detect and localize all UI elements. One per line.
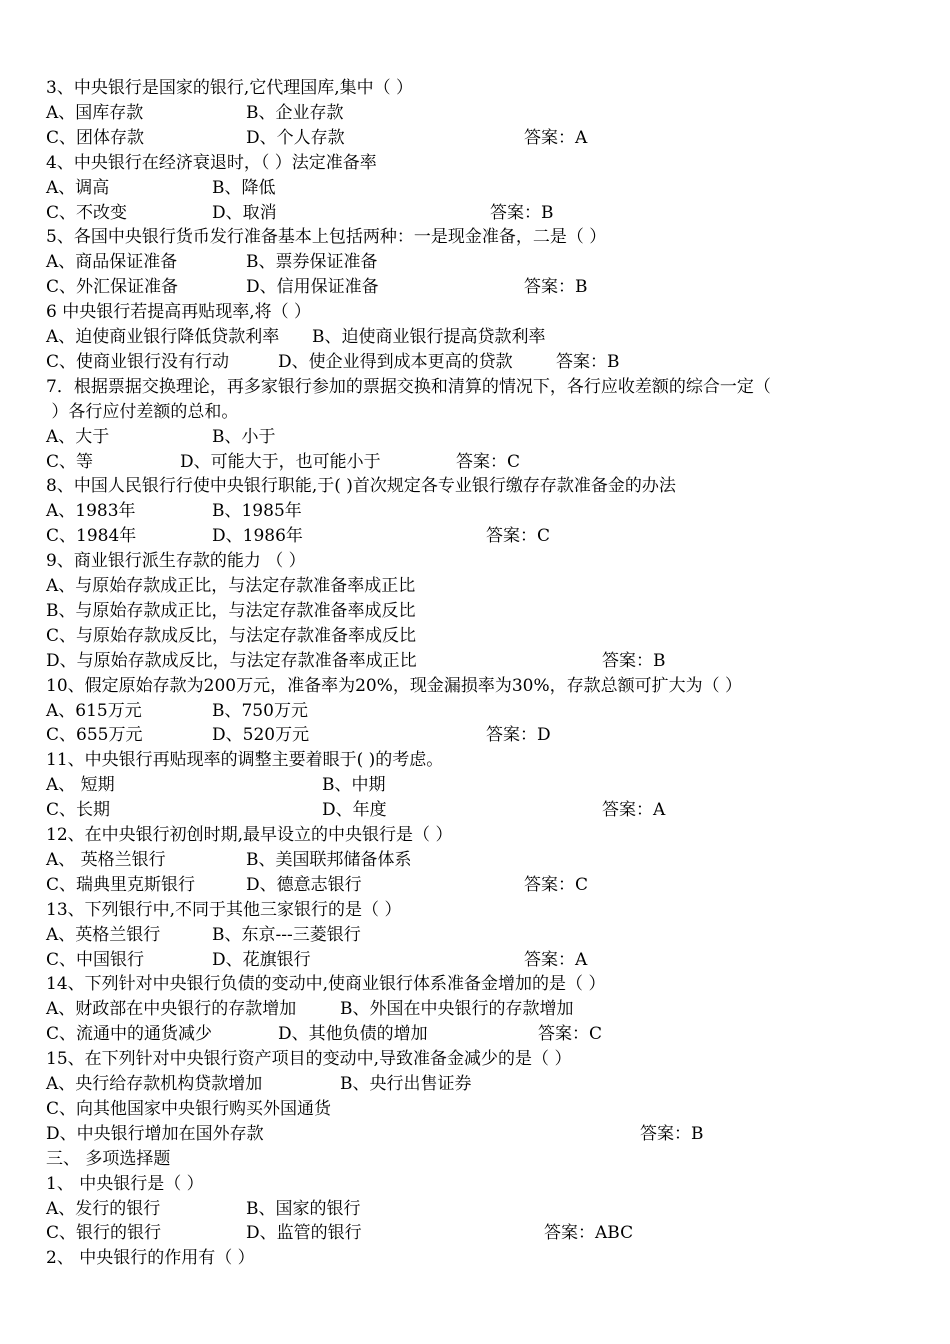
text-segment: D、个人存款 bbox=[246, 127, 345, 148]
text-segment: D、德意志银行 bbox=[246, 874, 362, 895]
text-segment: A、大于 bbox=[46, 426, 110, 447]
text-segment: D、花旗银行 bbox=[212, 949, 311, 970]
answer-text: 答案：A bbox=[524, 127, 588, 148]
text-segment: 3、中央银行是国家的银行,它代理国库,集中（ ） bbox=[46, 78, 414, 98]
text-segment: B、与原始存款成正比，与法定存款准备率成反比 bbox=[46, 600, 416, 621]
answer-text: 答案：C bbox=[524, 874, 589, 895]
text-segment: 11、中央银行再贴现率的调整主要着眼于( )的考虑。 bbox=[46, 750, 444, 771]
text-segment: B、美国联邦储备体系 bbox=[246, 849, 412, 870]
answer-text: 答案：C bbox=[486, 526, 551, 547]
text-segment: B、迫使商业银行提高贷款利率 bbox=[312, 327, 546, 347]
text-segment: 5、各国中央银行货币发行准备基本上包括两种：一是现金准备，二是（ ） bbox=[46, 227, 607, 248]
text-segment: 12、在中央银行初创时期,最早设立的中央银行是（ ） bbox=[46, 825, 453, 845]
answer-text: 答案：B bbox=[602, 650, 666, 671]
text-segment: C、团体存款 bbox=[46, 127, 145, 148]
text-segment: D、信用保证准备 bbox=[246, 277, 379, 298]
text-segment: D、可能大于，也可能小于 bbox=[180, 451, 381, 472]
text-segment: D、与原始存款成反比，与法定存款准备率成正比 bbox=[46, 650, 417, 671]
text-segment: D、取消 bbox=[212, 202, 277, 223]
text-segment: 9、商业银行派生存款的能力 （ ） bbox=[46, 551, 306, 572]
text-segment: B、企业存款 bbox=[246, 102, 344, 123]
answer-text: 答案：B bbox=[524, 277, 588, 298]
answer-text: 答案：D bbox=[486, 725, 551, 746]
text-segment: C、瑞典里克斯银行 bbox=[46, 874, 196, 895]
text-segment: A、迫使商业银行降低贷款利率 bbox=[46, 327, 280, 347]
text-segment: B、票券保证准备 bbox=[246, 252, 378, 273]
answer-text: 答案：B bbox=[556, 351, 620, 372]
answer-text: 答案：B bbox=[640, 1123, 704, 1144]
text-segment: B、降低 bbox=[212, 177, 276, 198]
text-segment: C、中国银行 bbox=[46, 949, 145, 970]
text-segment: A、财政部在中央银行的存款增加 bbox=[46, 999, 297, 1020]
text-segment: B、小于 bbox=[212, 426, 276, 447]
text-segment: C、银行的银行 bbox=[46, 1223, 162, 1244]
text-segment: 10、假定原始存款为200万元，准备率为20%，现金漏损率为30%，存款总额可扩大为（ ） bbox=[46, 675, 743, 696]
text-segment: A、调高 bbox=[46, 177, 110, 198]
text-segment: D、其他负债的增加 bbox=[278, 1024, 428, 1045]
text-segment: 4、中央银行在经济衰退时，（ ）法定准备率 bbox=[46, 152, 377, 173]
text-segment: B、750万元 bbox=[212, 700, 308, 721]
text-segment: 13、下列银行中,不同于其他三家银行的是（ ） bbox=[46, 899, 402, 920]
text-segment: ）各行应付差额的总和。 bbox=[46, 401, 239, 422]
text-segment: D、使企业得到成本更高的贷款 bbox=[278, 351, 513, 372]
text-segment: C、流通中的通货减少 bbox=[46, 1024, 213, 1045]
text-segment: B、1985年 bbox=[212, 501, 302, 522]
answer-text: 答案：ABC bbox=[544, 1223, 634, 1244]
text-segment: C、长期 bbox=[46, 800, 111, 821]
text-segment: 2、 中央银行的作用有（ ） bbox=[46, 1248, 255, 1269]
text-segment: D、监管的银行 bbox=[246, 1223, 362, 1244]
answer-text: 答案：B bbox=[490, 202, 554, 223]
text-segment: C、等 bbox=[46, 451, 94, 472]
text-segment: 8、中国人民银行行使中央银行职能,于( )首次规定各专业银行缴存存款准备金的办法 bbox=[46, 476, 676, 497]
text-segment: C、655万元 bbox=[46, 725, 143, 746]
text-segment: B、央行出售证券 bbox=[340, 1074, 472, 1094]
text-segment: C、外汇保证准备 bbox=[46, 277, 179, 298]
text-segment: A、 短期 bbox=[46, 775, 115, 796]
text-segment: B、中期 bbox=[322, 775, 386, 796]
text-segment: A、国库存款 bbox=[46, 102, 144, 123]
text-segment: C、向其他国家中央银行购买外国通货 bbox=[46, 1098, 332, 1119]
text-segment: A、央行给存款机构贷款增加 bbox=[46, 1074, 263, 1094]
text-segment: D、1986年 bbox=[212, 526, 303, 547]
text-segment: A、 英格兰银行 bbox=[46, 849, 166, 870]
answer-text: 答案：C bbox=[538, 1024, 603, 1045]
text-segment: C、1984年 bbox=[46, 526, 137, 547]
text-segment: C、使商业银行没有行动 bbox=[46, 351, 230, 372]
text-segment: A、商品保证准备 bbox=[46, 252, 178, 273]
answer-text: 答案：A bbox=[602, 800, 666, 821]
text-segment: A、与原始存款成正比，与法定存款准备率成正比 bbox=[46, 576, 416, 596]
text-segment: D、520万元 bbox=[212, 725, 310, 746]
text-segment: D、年度 bbox=[322, 800, 387, 821]
text-segment: 14、下列针对中央银行负债的变动中,使商业银行体系准备金增加的是（ ） bbox=[46, 974, 606, 995]
text-segment: 1、 中央银行是（ ） bbox=[46, 1173, 204, 1194]
text-segment: 15、在下列针对中央银行资产项目的变动中,导致准备金减少的是（ ） bbox=[46, 1049, 572, 1070]
text-segment: B、东京---三菱银行 bbox=[212, 924, 361, 945]
text-segment: B、国家的银行 bbox=[246, 1198, 361, 1219]
text-segment: 7．根据票据交换理论，再多家银行参加的票据交换和清算的情况下，各行应收差额的综合一定（ bbox=[46, 376, 771, 397]
text-segment: B、外国在中央银行的存款增加 bbox=[340, 999, 574, 1020]
text-segment: A、发行的银行 bbox=[46, 1198, 161, 1219]
text-segment: 6 中央银行若提高再贴现率,将（ ） bbox=[46, 302, 312, 323]
answer-text: 答案：A bbox=[524, 949, 588, 970]
text-segment: A、1983年 bbox=[46, 501, 136, 522]
text-segment: A、615万元 bbox=[46, 700, 142, 721]
answer-text: 答案：C bbox=[456, 451, 521, 472]
text-segment: C、与原始存款成反比，与法定存款准备率成反比 bbox=[46, 625, 417, 646]
text-segment: C、不改变 bbox=[46, 202, 128, 223]
text-segment: 三、 多项选择题 bbox=[46, 1148, 171, 1169]
text-segment: A、英格兰银行 bbox=[46, 924, 161, 945]
text-segment: D、中央银行增加在国外存款 bbox=[46, 1123, 264, 1144]
